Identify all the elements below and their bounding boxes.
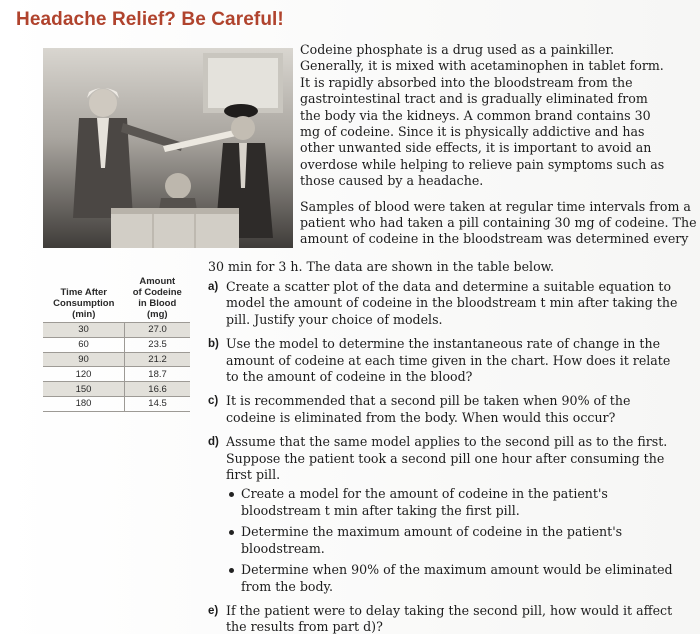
table-cell-amount: 14.5 — [125, 396, 190, 411]
table-cell-time: 60 — [43, 337, 125, 352]
bullet-icon — [229, 568, 234, 573]
question-d-text: Assume that the same model applies to the second pill as to the first. Suppose the patient took a second pill one hour after consuming the first pill. — [226, 434, 668, 483]
header-amount-line-3: in Blood — [138, 298, 177, 309]
list-item — [226, 486, 678, 519]
question-c — [208, 393, 678, 426]
table-cell-amount: 21.2 — [125, 352, 190, 367]
header-amount-line-1: Amount — [139, 276, 176, 287]
question-b-label: b) — [208, 338, 219, 351]
table-cell-time: 120 — [43, 367, 125, 382]
header-time-line-1: Time After — [60, 287, 108, 298]
table-cell-time: 150 — [43, 382, 125, 397]
table-row — [43, 367, 190, 382]
table-header-time — [43, 276, 125, 323]
table-row — [43, 337, 190, 352]
bullet-text: Determine when 90% of the maximum amount would be eliminated from the body. — [241, 562, 673, 594]
intro-paragraph-2-line-2: patient who had taken a pill containing 30 mg of codeine. The — [300, 215, 697, 231]
question-b — [208, 336, 678, 385]
table-cell-time: 180 — [43, 396, 125, 411]
table-row — [43, 396, 190, 411]
question-c-label: c) — [208, 395, 219, 408]
photo-illustration — [43, 48, 293, 248]
codeine-data-table — [43, 276, 190, 412]
question-e-text: If the patient were to delay taking the second pill, how would it affect the results from part d)? — [226, 602, 673, 634]
table-row — [43, 352, 190, 367]
question-e-label: e) — [208, 604, 219, 617]
question-a-label: a) — [208, 281, 219, 293]
bullet-text: Create a model for the amount of codeine in the patient's bloodstream t min after taking the first pill. — [241, 486, 608, 518]
header-amount-line-2: of Codeine — [132, 287, 182, 298]
table-cell-amount: 27.0 — [125, 323, 190, 338]
intro-paragraph-2-line-1: Samples of blood were taken at regular time intervals from a — [300, 198, 691, 214]
header-time-line-3: (min) — [72, 309, 96, 320]
intro-paragraph-2-line-3: amount of codeine in the bloodstream was determined every — [300, 231, 689, 247]
intro-paragraph-1: Codeine phosphate is a drug used as a painkiller. Generally, it is mixed with acetaminophen in tablet form. It is rapidly absorbed into the bloodstream from the gastrointestinal tract and is gradually eliminated from the body via the kidneys. A common brand contains 30 mg of codeine. Since it is physically addictive and has other unwanted side effects, it is important to avoid an overdose while helping to relieve pain symptoms such as those caused by a headache. — [300, 42, 665, 189]
table-cell-amount: 23.5 — [125, 337, 190, 352]
question-e — [208, 603, 678, 634]
page-title: Headache Relief? Be Careful! — [16, 9, 284, 30]
bullet-icon — [229, 530, 234, 535]
intro-text — [300, 42, 697, 248]
list-item — [226, 562, 678, 595]
table-cell-time: 30 — [43, 323, 125, 338]
table-cell-time: 90 — [43, 352, 125, 367]
question-a — [208, 279, 678, 328]
photograph-of-three-men-with-a-crate — [43, 48, 293, 248]
list-item — [226, 524, 678, 557]
question-a-text: Create a scatter plot of the data and determine a suitable equation to model the amount of codeine in the bloodstream t min after taking the pill. Justify your choice of models. — [226, 279, 678, 327]
table-row — [43, 323, 190, 338]
question-d — [208, 434, 678, 595]
codeine-data-table-container — [43, 276, 190, 412]
header-amount-line-4: (mg) — [147, 309, 168, 320]
intro-paragraph-2-line-4: 30 min for 3 h. The data are shown in the table below. — [208, 259, 554, 274]
question-d-bullets — [226, 486, 678, 594]
header-time-line-2: Consumption — [53, 298, 115, 309]
bullet-text: Determine the maximum amount of codeine in the patient's bloodstream. — [241, 524, 623, 556]
table-cell-amount: 18.7 — [125, 367, 190, 382]
question-c-text: It is recommended that a second pill be taken when 90% of the codeine is eliminated from the body. When would this occur? — [226, 393, 631, 425]
questions-list — [208, 279, 678, 634]
table-header-amount — [125, 276, 190, 323]
question-d-label: d) — [208, 436, 219, 449]
table-cell-amount: 16.6 — [125, 382, 190, 397]
table-row — [43, 382, 190, 397]
question-b-text: Use the model to determine the instantaneous rate of change in the amount of codeine at each time given in the chart. How does it relate to the amount of codeine in the blood? — [226, 336, 671, 385]
bullet-icon — [229, 492, 234, 497]
